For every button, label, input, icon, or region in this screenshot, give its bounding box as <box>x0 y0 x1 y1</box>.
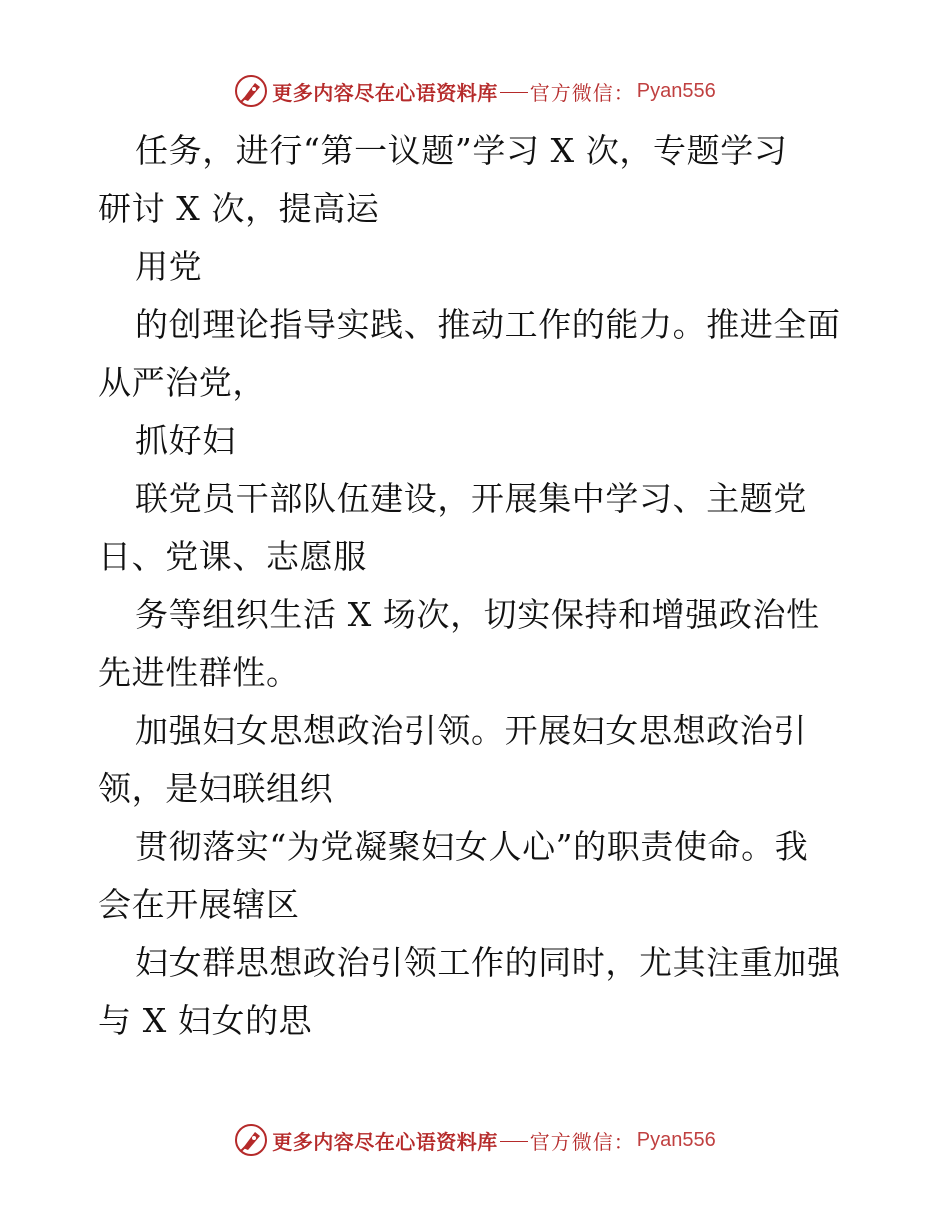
pen-nib-logo-icon <box>234 1123 268 1157</box>
wechat-id: Pyan556 <box>636 1128 716 1151</box>
separator-dash <box>500 1141 528 1142</box>
text-line: 务等组织生活 X 场次，切实保持和增强政治性 <box>135 595 820 634</box>
text-line: 从严治党， <box>98 363 266 402</box>
text-line: 任务，进行“第一议题”学习 X 次，专题学习 <box>135 131 788 170</box>
text-line: 的创理论指导实践、推动工作的能力。推进全面 <box>135 305 841 344</box>
document-body <box>98 122 858 1050</box>
separator-dash <box>500 92 528 93</box>
text-line: 领，是妇联组织 <box>98 769 334 808</box>
text-line: 与 X 妇女的思 <box>98 1001 313 1040</box>
text-line: 加强妇女思想政治引领。开展妇女思想政治引 <box>135 711 807 750</box>
pen-nib-logo-icon <box>234 74 268 108</box>
contact-label: 官方微信： <box>529 1129 635 1154</box>
brand-text: 更多内容尽在心语资料库 <box>272 1129 498 1154</box>
text-line: 研讨 X 次，提高运 <box>98 189 380 228</box>
text-line: 抓好妇 <box>135 421 236 460</box>
brand-text: 更多内容尽在心语资料库 <box>272 80 498 105</box>
text-line: 妇女群思想政治引领工作的同时，尤其注重加强 <box>135 943 841 982</box>
header-banner <box>0 71 950 111</box>
contact-label: 官方微信： <box>529 80 635 105</box>
footer-banner <box>0 1120 950 1160</box>
text-line: 贯彻落实“为党凝聚妇女人心”的职责使命。我 <box>135 827 809 866</box>
text-line: 会在开展辖区 <box>98 885 300 924</box>
text-line: 日、党课、志愿服 <box>98 537 367 576</box>
text-line: 联党员干部队伍建设，开展集中学习、主题党 <box>135 479 807 518</box>
text-line: 用党 <box>135 247 203 286</box>
wechat-id: Pyan556 <box>636 79 716 102</box>
text-line: 先进性群性。 <box>98 653 300 692</box>
